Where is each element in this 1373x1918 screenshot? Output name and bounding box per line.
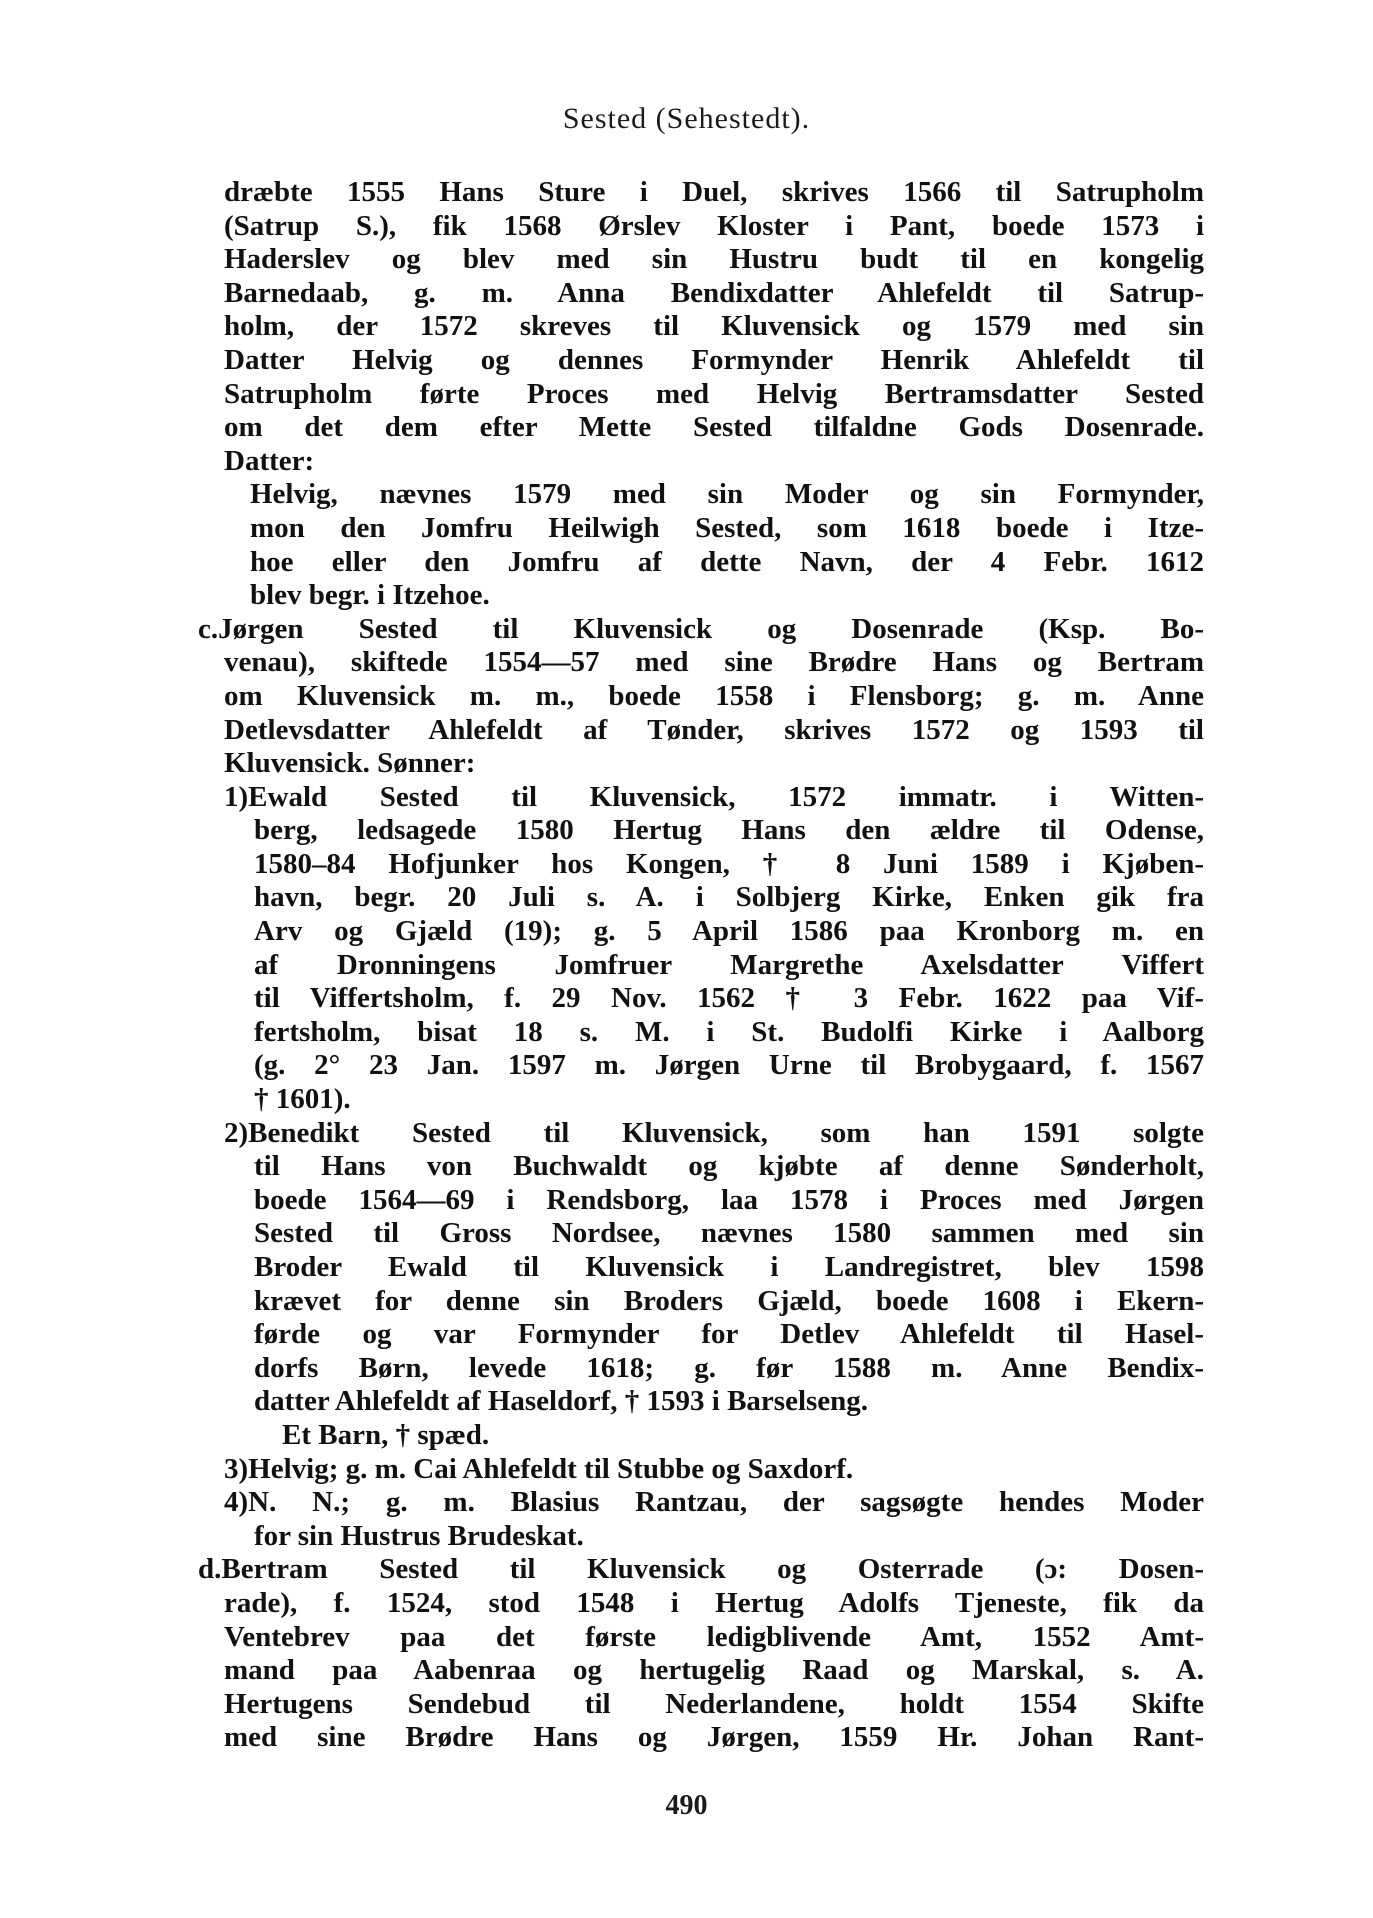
text-line: Haderslev og blev med sin Hustru budt til en kongelig [224,243,1204,276]
page-number: 490 [665,1790,708,1821]
text-line: rade), f. 1524, stod 1548 i Hertug Adolfs Tjeneste, fik da [224,1586,1204,1619]
text-line: 2)Benedikt Sested til Kluvensick, som han 1591 solgte [224,1116,1204,1149]
text-line: til Hans von Buchwaldt og kjøbte af denne Sønderholt, [254,1150,1204,1183]
text-line: Arv og Gjæld (19); g. 5 April 1586 paa Kronborg m. en [254,915,1204,948]
text-line: 1580–84 Hofjunker hos Kongen, † 8 Juni 1589 i Kjøben- [254,847,1204,880]
text-line: for sin Hustrus Brudeskat. [254,1519,584,1552]
text-line: venau), skiftede 1554—57 med sine Brødre Hans og Bertram [224,646,1204,679]
text-line: Helvig, nævnes 1579 med sin Moder og sin Formynder, [250,478,1204,511]
text-line: blev begr. i Itzehoe. [250,579,490,612]
text-line: 3)Helvig; g. m. Cai Ahlefeldt til Stubbe og Saxdorf. [224,1452,854,1485]
text-line: (Satrup S.), fik 1568 Ørslev Kloster i Pant, boede 1573 i [224,209,1204,242]
text-line: boede 1564—69 i Rendsborg, laa 1578 i Proces med Jørgen [254,1183,1204,1216]
text-line: 4)N. N.; g. m. Blasius Rantzau, der sagsøgte hendes Moder [224,1486,1204,1519]
text-line: Datter: [224,444,315,477]
text-line: Barnedaab, g. m. Anna Bendixdatter Ahlefeldt til Satrup- [224,276,1204,309]
text-line: med sine Brødre Hans og Jørgen, 1559 Hr. Johan Rant- [224,1721,1204,1754]
text-line: Sested til Gross Nordsee, nævnes 1580 sammen med sin [254,1217,1204,1250]
text-line: Ventebrev paa det første ledigblivende Amt, 1552 Amt- [224,1620,1204,1653]
text-line: om Kluvensick m. m., boede 1558 i Flensborg; g. m. Anne [224,679,1204,712]
text-line: havn, begr. 20 Juli s. A. i Solbjerg Kirke, Enken gik fra [254,881,1204,914]
text-line: af Dronningens Jomfruer Margrethe Axelsdatter Viffert [254,948,1204,981]
text-line: berg, ledsagede 1580 Hertug Hans den ældre til Odense, [254,814,1204,847]
text-line: Broder Ewald til Kluvensick i Landregistret, blev 1598 [254,1251,1204,1283]
text-line: Et Barn, † spæd. [282,1418,490,1451]
body-text [198,176,1204,1755]
text-line: holm, der 1572 skreves til Kluvensick og 1579 med sin [224,310,1204,343]
text-line: Detlevsdatter Ahlefeldt af Tønder, skrives 1572 og 1593 til [224,713,1204,746]
text-line: c.Jørgen Sested til Kluvensick og Dosenrade (Ksp. Bo- [198,612,1204,645]
text-line: Satrupholm førte Proces med Helvig Bertramsdatter Sested [224,377,1204,410]
text-line: dræbte 1555 Hans Sture i Duel, skrives 1566 til Satrupholm [224,176,1204,208]
text-line: 1)Ewald Sested til Kluvensick, 1572 immatr. i Witten- [224,780,1204,813]
text-line: fertsholm, bisat 18 s. M. i St. Budolfi Kirke i Aalborg [254,1015,1204,1048]
text-line: mon den Jomfru Heilwigh Sested, som 1618 boede i Itze- [250,511,1204,544]
text-line: om det dem efter Mette Sested tilfaldne Gods Dosenrade. [224,411,1204,444]
text-line: førde og var Formynder for Detlev Ahlefeldt til Hasel- [254,1318,1204,1351]
text-line: Datter Helvig og dennes Formynder Henrik Ahlefeldt til [224,343,1204,376]
text-line: mand paa Aabenraa og hertugelig Raad og Marskal, s. A. [224,1654,1204,1687]
text-line: dorfs Børn, levede 1618; g. før 1588 m. Anne Bendix- [254,1351,1204,1384]
text-line: d.Bertram Sested til Kluvensick og Osterrade (ɔ: Dosen- [198,1553,1204,1586]
text-line: til Viffertsholm, f. 29 Nov. 1562 † 3 Febr. 1622 paa Vif- [254,982,1204,1015]
text-line: Kluvensick. Sønner: [224,747,476,780]
text-line: (g. 2° 23 Jan. 1597 m. Jørgen Urne til Brobygaard, f. 1567 [254,1049,1204,1082]
running-header: Sested (Sehestedt). [562,102,811,135]
text-line: hoe eller den Jomfru af dette Navn, der 4 Febr. 1612 [250,545,1204,578]
text-line: krævet for denne sin Broders Gjæld, boede 1608 i Ekern- [254,1284,1204,1317]
text-line: Hertugens Sendebud til Nederlandene, holdt 1554 Skifte [224,1687,1204,1720]
text-line: datter Ahlefeldt af Haseldorf, † 1593 i Barselseng. [254,1385,869,1418]
text-line: † 1601). [254,1083,351,1116]
